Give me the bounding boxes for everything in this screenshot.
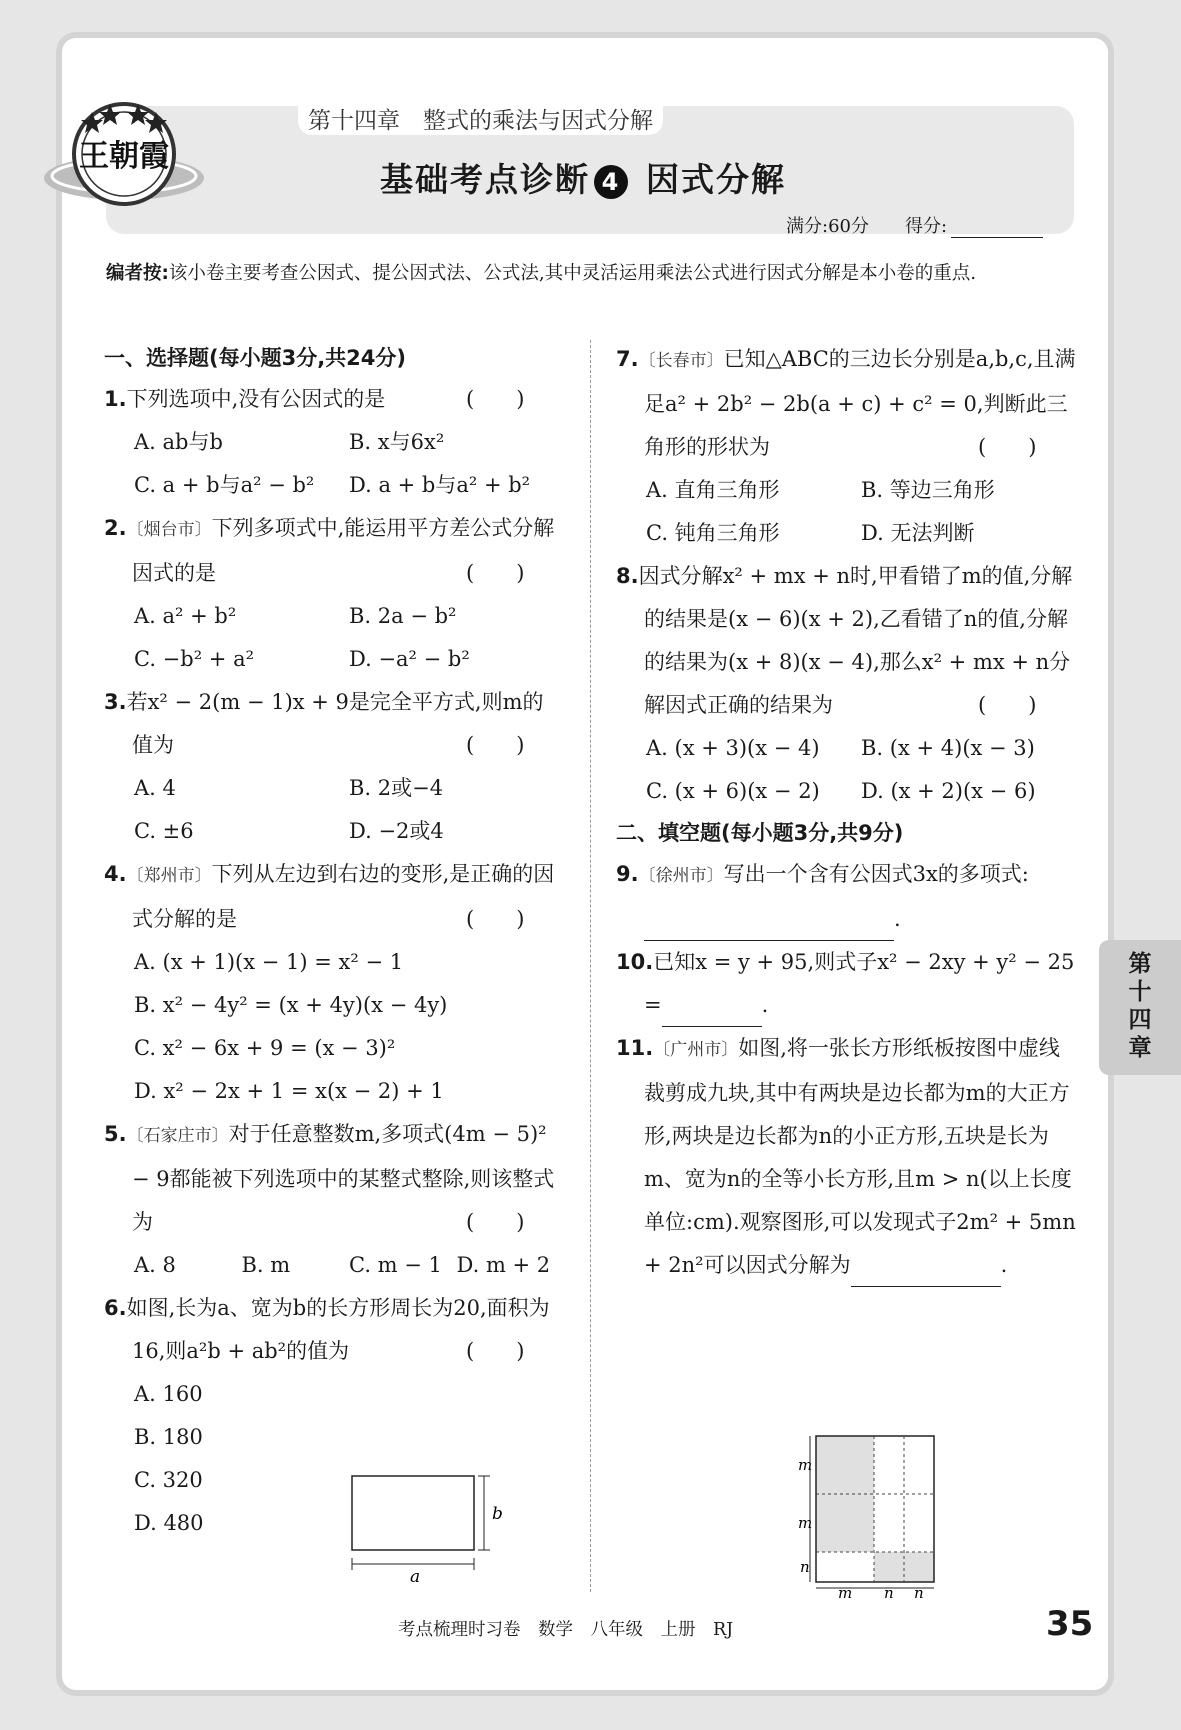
source-city: 〔广州市〕: [653, 1040, 739, 1060]
editor-note: [106, 258, 1076, 290]
option-a: A. (x + 1)(x − 1) = x² − 1: [134, 950, 404, 974]
score-blank[interactable]: [951, 219, 1043, 238]
answer-parens[interactable]: ( ): [466, 1210, 525, 1234]
option-d: D. 480: [134, 1511, 204, 1535]
question-number: 5.: [104, 1122, 127, 1146]
option-a: A. (x + 3)(x − 4): [646, 736, 820, 760]
option-d: D. −2或4: [349, 819, 444, 843]
question-number: 7.: [616, 347, 639, 371]
question-number: 8.: [616, 564, 639, 588]
option-b: B. 2或−4: [349, 776, 444, 800]
option-c: C. a + b与a² − b²: [134, 473, 315, 497]
question-number: 10.: [616, 950, 654, 974]
option-a: A. 直角三角形: [646, 478, 780, 502]
question-stem: 下列选项中,没有公因式的是: [126, 387, 386, 411]
question-stem: 已知△ABC的三边长分别是a,b,c,且满足a² + 2b² − 2b(a + c) + c² = 0,判断此三角形的形状为: [644, 347, 1076, 459]
question-stem: 下列从左边到右边的变形,是正确的因式分解的是: [132, 862, 555, 931]
question-number: 1.: [104, 387, 127, 411]
column-divider: [590, 340, 591, 1592]
source-city: 〔徐州市〕: [638, 866, 724, 886]
option-a: A. 160: [134, 1382, 203, 1406]
option-b: B. 2a − b²: [349, 604, 457, 628]
large-square-1: [816, 1436, 874, 1494]
option-c: C. (x + 6)(x − 2): [646, 779, 820, 803]
small-square-1: [874, 1552, 904, 1582]
option-d: D. m + 2: [456, 1253, 551, 1277]
answer-parens[interactable]: ( ): [466, 907, 525, 931]
question-number: 11.: [616, 1036, 654, 1060]
option-b: B. 等边三角形: [861, 478, 995, 502]
label-n-bottom-1: n: [884, 1584, 894, 1600]
source-city: 〔烟台市〕: [126, 520, 212, 540]
question-stem: 因式分解x² + mx + n时,甲看错了m的值,分解的结果是(x − 6)(x + 2),乙看错了n的值,分解的结果为(x + 8)(x − 4),那么x² + mx + n分解因式正确的结果为: [638, 564, 1073, 717]
option-d: D. a + b与a² + b²: [349, 473, 531, 497]
left-column: [104, 338, 564, 1545]
option-a: A. 4: [134, 776, 176, 800]
large-square-2: [816, 1494, 874, 1552]
label-a: a: [410, 1567, 421, 1584]
page-footer: 考点梳理时习卷 数学 八年级 上册 RJ: [398, 1620, 734, 1640]
score-line: [786, 212, 1043, 238]
section-choice-heading: 一、选择题(每小题3分,共24分): [104, 346, 407, 370]
right-column: [616, 338, 1076, 1287]
question-number: 4.: [104, 862, 127, 886]
editor-note-label: 编者按:: [106, 263, 169, 284]
question-stem: 若x² − 2(m − 1)x + 9是完全平方式,则m的值为: [126, 690, 544, 757]
publisher-logo: [40, 80, 208, 230]
chapter-tab: [1099, 940, 1181, 1075]
option-c: C. 320: [134, 1468, 203, 1492]
question-number: 2.: [104, 516, 127, 540]
rectangle-figure: [344, 1464, 504, 1588]
logo-text: 王朝霞: [79, 139, 169, 174]
question-1: [104, 378, 564, 507]
score-label: 得分:: [904, 216, 948, 237]
question-10: [616, 941, 1076, 1027]
chapter-tab-char: 第: [1128, 951, 1152, 977]
chapter-tab-char: 四: [1128, 1007, 1152, 1033]
option-c: C. x² − 6x + 9 = (x − 3)²: [134, 1036, 396, 1060]
label-m-middle: m: [798, 1514, 813, 1532]
option-d: D. 无法判断: [861, 521, 975, 545]
question-8: [616, 555, 1076, 813]
source-city: 〔长春市〕: [638, 351, 724, 371]
answer-blank[interactable]: [644, 918, 894, 941]
question-end: .: [761, 993, 769, 1017]
answer-blank[interactable]: [662, 1004, 762, 1027]
answer-parens[interactable]: ( ): [466, 1339, 525, 1363]
section-fill-heading: 二、填空题(每小题3分,共9分): [616, 821, 904, 845]
label-m-top: m: [798, 1456, 813, 1474]
title-text: 基础考点诊断: [380, 160, 590, 199]
option-c: C. m − 1: [349, 1253, 442, 1277]
source-city: 〔石家庄市〕: [126, 1126, 229, 1146]
chapter-tab-char: 十: [1128, 979, 1152, 1005]
option-b: B. m: [241, 1253, 291, 1277]
question-stem: 下列多项式中,能运用平方差公式分解因式的是: [132, 516, 555, 585]
question-5: [104, 1113, 564, 1287]
option-a: A. a² + b²: [134, 604, 237, 628]
question-11: [616, 1027, 1076, 1287]
question-7: [616, 338, 1076, 555]
question-2: [104, 507, 564, 681]
question-stem: 如图,将一张长方形纸板按图中虚线裁剪成九块,其中有两块是边长都为m的大正方形,两块是边长都为n的小正方形,五块是长为m、宽为n的全等小长方形,且m > n(以上长度单位:cm).观察图形,可以发现式子2m² + 5mn + 2n²可以因式分解为: [644, 1036, 1076, 1277]
option-c: C. −b² + a²: [134, 647, 255, 671]
question-number: 9.: [616, 862, 639, 886]
option-b: B. 180: [134, 1425, 203, 1449]
answer-parens[interactable]: ( ): [466, 733, 525, 757]
question-number: 6.: [104, 1296, 127, 1320]
answer-parens[interactable]: ( ): [978, 693, 1037, 717]
question-stem: 对于任意整数m,多项式(4m − 5)² − 9都能被下列选项中的某整式整除,则该整式为: [132, 1122, 555, 1234]
page-title: [380, 154, 786, 201]
title-number-badge: 4: [594, 165, 628, 199]
option-a: A. ab与b: [134, 430, 223, 454]
question-9: [616, 853, 1076, 941]
question-3: [104, 681, 564, 853]
source-city: 〔郑州市〕: [126, 866, 212, 886]
option-b: B. x² − 4y² = (x + 4y)(x − 4y): [134, 993, 448, 1017]
label-n-left: n: [800, 1558, 810, 1576]
page-number: 35: [1046, 1604, 1094, 1644]
question-stem: 写出一个含有公因式3x的多项式:: [723, 862, 1029, 886]
question-end: .: [894, 907, 901, 931]
small-square-2: [904, 1552, 934, 1582]
question-4: [104, 853, 564, 1113]
rectangle-shape: [352, 1476, 474, 1550]
chapter-title: 第十四章 整式的乘法与因式分解: [298, 102, 663, 135]
question-stem: 已知x = y + 95,则式子x² − 2xy + y² − 25 =: [644, 950, 1075, 1017]
option-d: D. x² − 2x + 1 = x(x − 2) + 1: [134, 1079, 444, 1103]
chapter-tab-char: 章: [1128, 1035, 1152, 1061]
option-c: C. 钝角三角形: [646, 521, 780, 545]
option-b: B. x与6x²: [349, 430, 445, 454]
option-b: B. (x + 4)(x − 3): [861, 736, 1035, 760]
question-number: 3.: [104, 690, 127, 714]
cut-paper-figure: [792, 1432, 942, 1604]
full-score: 满分:60分: [786, 216, 869, 237]
label-m-bottom: m: [838, 1584, 853, 1600]
title-topic: 因式分解: [646, 160, 786, 199]
question-end: .: [1000, 1253, 1008, 1277]
question-stem: 如图,长为a、宽为b的长方形周长为20,面积为16,则a²b + ab²的值为: [126, 1296, 550, 1363]
option-d: D. −a² − b²: [349, 647, 470, 671]
option-a: A. 8: [134, 1253, 176, 1277]
answer-parens[interactable]: ( ): [466, 561, 525, 585]
label-n-bottom-2: n: [914, 1584, 924, 1600]
answer-parens[interactable]: ( ): [466, 387, 525, 411]
label-b: b: [492, 1504, 503, 1524]
option-d: D. (x + 2)(x − 6): [861, 779, 1036, 803]
option-c: C. ±6: [134, 819, 194, 843]
answer-blank[interactable]: [851, 1264, 1001, 1287]
answer-parens[interactable]: ( ): [978, 435, 1037, 459]
editor-note-text: 该小卷主要考查公因式、提公因式法、公式法,其中灵活运用乘法公式进行因式分解是本小卷的重点.: [168, 263, 977, 284]
